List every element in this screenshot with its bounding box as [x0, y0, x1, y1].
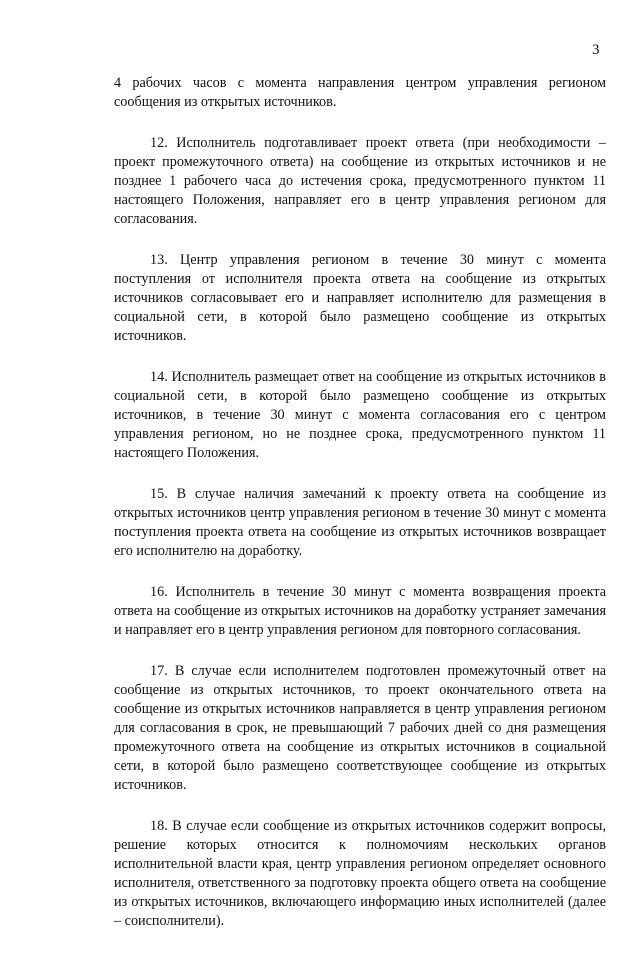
document-body: [114, 74, 606, 953]
paragraph-16: 16. Исполнитель в течение 30 минут с момента возвращения проекта ответа на сообщение из открытых источников на доработку устраняет замечания и направляет его в центр управления регионом для повторного согласования.: [114, 584, 606, 638]
paragraph-17: 17. В случае если исполнителем подготовлен промежуточный ответ на сообщение из открытых источников, то проект окончательного ответа на сообщение из открытых источников направляется в центр управления регионом для согласования в срок, не превышающий 7 рабочих дней со дня размещения промежуточного ответа на сообщение из открытых источников в социальной сети, в которой было размещено соответствующее сообщение из открытых источников.: [114, 663, 606, 793]
page-number: 3: [592, 42, 600, 58]
paragraph-13: 13. Центр управления регионом в течение 30 минут с момента поступления от исполнителя проекта ответа на сообщение из открытых источников согласовывает его и направляет исполнителю для размещения в социальной сети, в которой было размещено сообщение из открытых источников.: [114, 252, 606, 344]
paragraph-18: 18. В случае если сообщение из открытых источников содержит вопросы, решение которых относится к полномочиям нескольких органов исполнительной власти края, центр управления регионом определяет основного исполнителя, ответственного за подготовку проекта общего ответа на сообщение из открытых источников, включающего информацию иных исполнителей (далее – соисполнители).: [114, 818, 606, 929]
paragraph-continuation: 4 рабочих часов с момента направления центром управления регионом сообщения из открытых источников.: [114, 75, 606, 110]
paragraph-14: 14. Исполнитель размещает ответ на сообщение из открытых источников в социальной сети, в которой было размещено сообщение из открытых источников, в течение 30 минут с момента согласования его с центром управления регионом, но не позднее срока, предусмотренного пунктом 11 настоящего Положения.: [114, 369, 606, 461]
paragraph-15: 15. В случае наличия замечаний к проекту ответа на сообщение из открытых источников центр управления регионом в течение 30 минут с момента поступления проекта ответа на сообщение из открытых источников возвращает его исполнителю на доработку.: [114, 486, 606, 559]
paragraph-12: 12. Исполнитель подготавливает проект ответа (при необходимости – проект промежуточного ответа) на сообщение из открытых источников и не позднее 1 рабочего часа до истечения срока, предусмотренного пунктом 11 настоящего Положения, направляет его в центр управления регионом для согласования.: [114, 135, 606, 227]
